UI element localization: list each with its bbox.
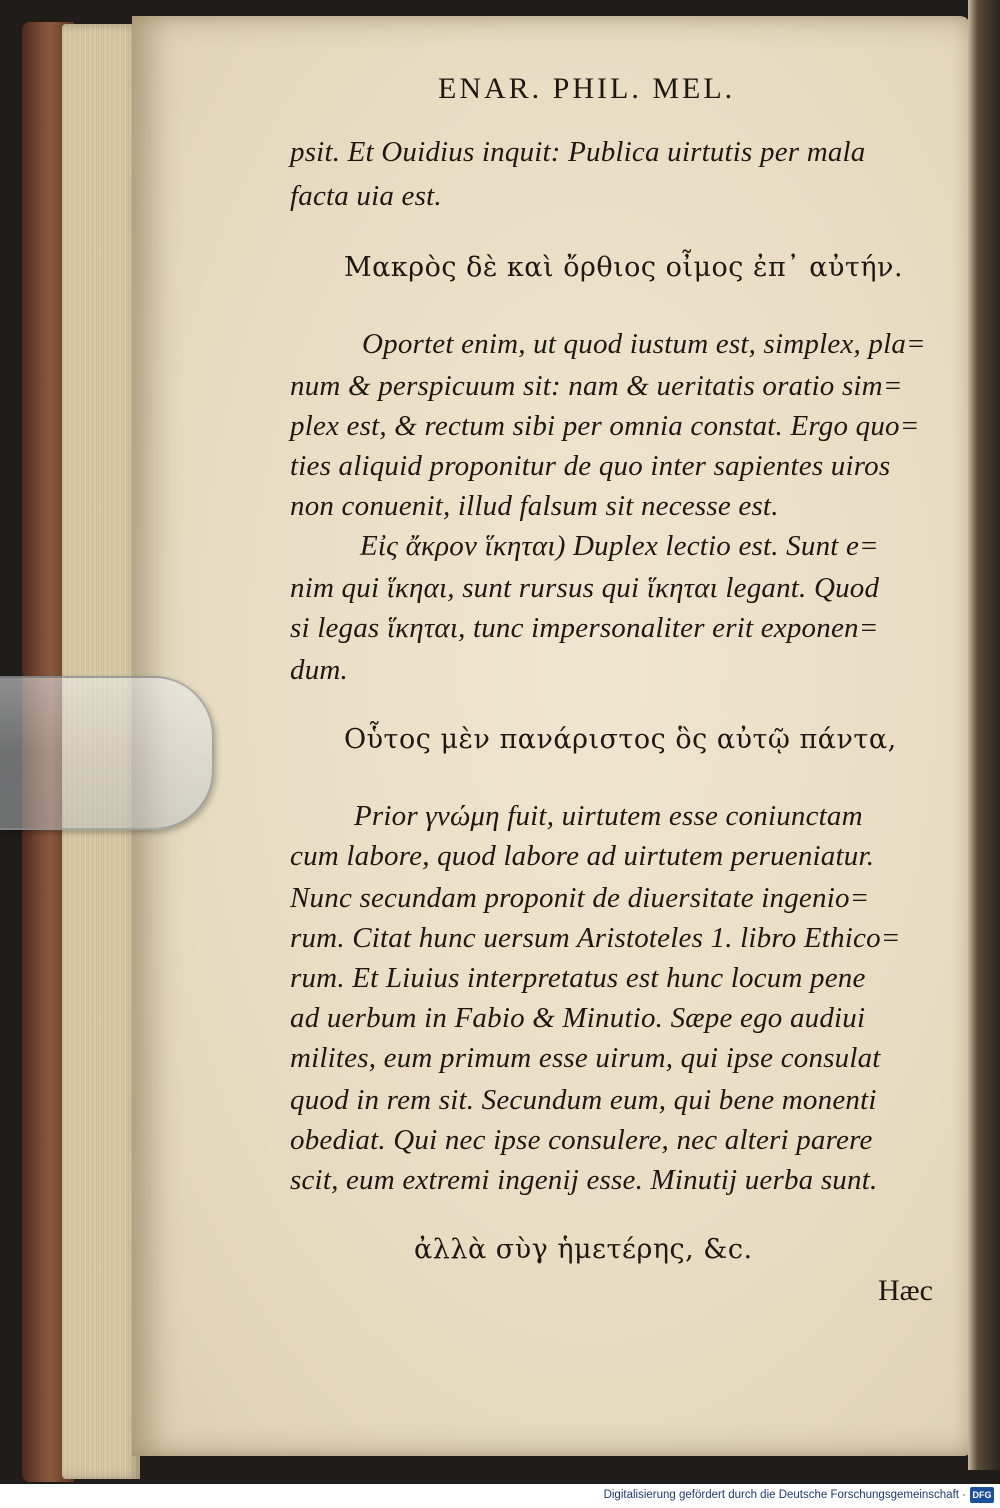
text-line: facta uia est. xyxy=(290,180,442,212)
text-line: non conuenit, illud falsum sit necesse est. xyxy=(290,490,779,522)
text-line: nim qui ἵκηαι, sunt rursus qui ἵκηται legant. Quod xyxy=(290,572,880,604)
page-clip xyxy=(0,676,214,830)
text-line: num & perspicuum sit: nam & ueritatis oratio sim= xyxy=(290,370,903,402)
text-line: psit. Et Ouidius inquit: Publica uirtutis per mala xyxy=(290,136,866,168)
catchword: Hæc xyxy=(878,1274,933,1307)
text-line: rum. Et Liuius interpretatus est hunc locum pene xyxy=(290,962,866,994)
text-line: plex est, & rectum sibi per omnia constat. Ergo quo= xyxy=(290,410,920,442)
text-line: obediat. Qui nec ipse consulere, nec alteri parere xyxy=(290,1124,873,1156)
text-line: cum labore, quod labore ad uirtutem perueniatur. xyxy=(290,840,875,872)
greek-verse: Μακρὸς δὲ καὶ ὄρθιος οἶμος ἐπ᾽ αὐτήν. xyxy=(344,252,904,283)
text-line: Nunc secundam proponit de diuersitate ingenio= xyxy=(290,882,870,914)
text-line: rum. Citat hunc uersum Aristoteles 1. libro Ethico= xyxy=(290,922,901,954)
greek-verse: ἀλλὰ σὺγ ἡμετέρης, &c. xyxy=(414,1234,753,1265)
greek-verse: Οὗτος μὲν πανάριστος ὃς αὐτῷ πάντα, xyxy=(344,724,897,755)
text-line: ties aliquid proponitur de quo inter sapientes uiros xyxy=(290,450,891,482)
facing-page-edge xyxy=(968,0,1000,1470)
text-line: milites, eum primum esse uirum, qui ipse consulat xyxy=(290,1042,881,1074)
text-line: Oportet enim, ut quod iustum est, simplex, pla= xyxy=(362,328,926,360)
text-line: ad uerbum in Fabio & Minutio. Sæpe ego audiui xyxy=(290,1002,866,1034)
text-line: quod in rem sit. Secundum eum, qui bene monenti xyxy=(290,1084,877,1116)
dfg-logo-icon: DFG xyxy=(970,1487,994,1503)
text-line: Prior γνώμη fuit, uirtutem esse coniunctam xyxy=(354,800,863,832)
text-line: scit, eum extremi ingenij esse. Minutij uerba sunt. xyxy=(290,1164,878,1196)
footer-credit: Digitalisierung gefördert durch die Deutsche Forschungsgemeinschaft · xyxy=(603,1489,966,1501)
text-line: Εἰς ἄκρον ἵκηται) Duplex lectio est. Sunt e= xyxy=(360,530,879,562)
text-line: si legas ἵκηται, tunc impersonaliter erit exponen= xyxy=(290,612,879,644)
text-line: dum. xyxy=(290,654,348,686)
running-head: ENAR. PHIL. MEL. xyxy=(438,72,736,105)
